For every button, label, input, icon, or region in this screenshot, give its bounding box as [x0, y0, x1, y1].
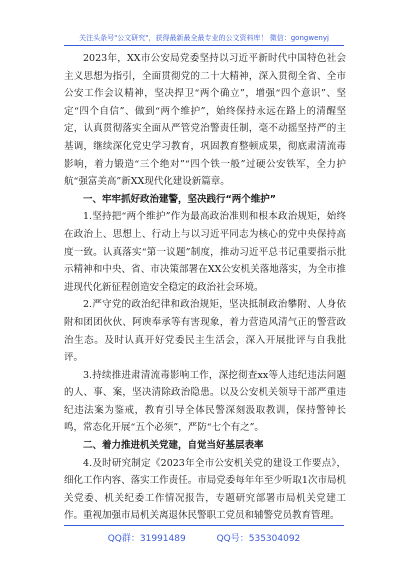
header-banner: 关注头条号"公文研究"，获得最新最全最专业的公文资料库！ 微信：gongwenyj [79, 34, 329, 42]
section-heading-1: 一、牢牢抓好政治建警，坚决践行“两个维护” [83, 193, 276, 205]
body-paragraph: 3.持续推进肃清流毒影响工作，深挖彻查xx等人违纪违法问题的人、事、案，坚决清除政治隐患。以及公安机关领导干部严重违纪违法案为鉴戒，教育引导全体民警深刻汲取教训，保持警钟长鸣，常态化开展“五个必须”，严防“七个有之”。 [64, 369, 346, 434]
body-paragraph: 2.严守党的政治纪律和政治规矩，坚决抵制政治攀附、人身依附和团团伙伙、阿谀奉承等有害现象，着力营造风清气正的警营政治生态。及时认真开好党委民主生活会，深入开展批评与自我批评。 [64, 299, 346, 364]
body-paragraph: 1.坚持把“两个维护”作为最高政治准则和根本政治规矩，始终在政治上、思想上、行动上与以习近平同志为核心的党中央保持高度一致。认真落实“第一议题”制度，推动习近平总书记重要指示批示精神和中央、省、市决策部署在XX公安机关落地落实，为全市推进现代化新征程创造安全稳定的政治社会环境。 [64, 211, 346, 293]
section-heading-2: 二、着力推进机关党建，自觉当好基层表率 [83, 440, 264, 452]
footer-divider [64, 525, 344, 526]
footer-qq-group: QQ群：31991489 [107, 534, 186, 544]
header-divider [64, 45, 344, 46]
document-body [64, 50, 346, 525]
intro-paragraph: 2023年，XX市公安局党委坚持以习近平新时代中国特色社会主义思想为指引，全面贯彻党的二十大精神，深入贯彻全省、全市公安工作会议精神，坚决捍卫“两个确立”，增强“四个意识”、坚定“四个自信”、做到“两个维护”，始终保持永远在路上的清醒坚定，认真贯彻落实全面从严管党治警责任制，毫不动摇坚持严的主基调，继续深化党史学习教育，巩固教育整顿成果，彻底肃清流毒影响，着力锻造“三个绝对”“四个铁一般”过硬公安铁军，全力护航“强富美高”新XX现代化建设新篇章。 [64, 53, 346, 188]
footer [0, 531, 408, 544]
body-paragraph: 4.及时研究制定《2023年全市公安机关党的建设工作要点》，细化工作内容、落实工作责任。市局党委每年年至少听取1次市局机关党委、机关纪委工作情况报告，专题研究部署市局机关党建工作。重视加强市局机关离退休民警职工党员和辅警党员教育管理。 [64, 457, 346, 522]
footer-qq-number: QQ号：535304092 [216, 534, 301, 544]
